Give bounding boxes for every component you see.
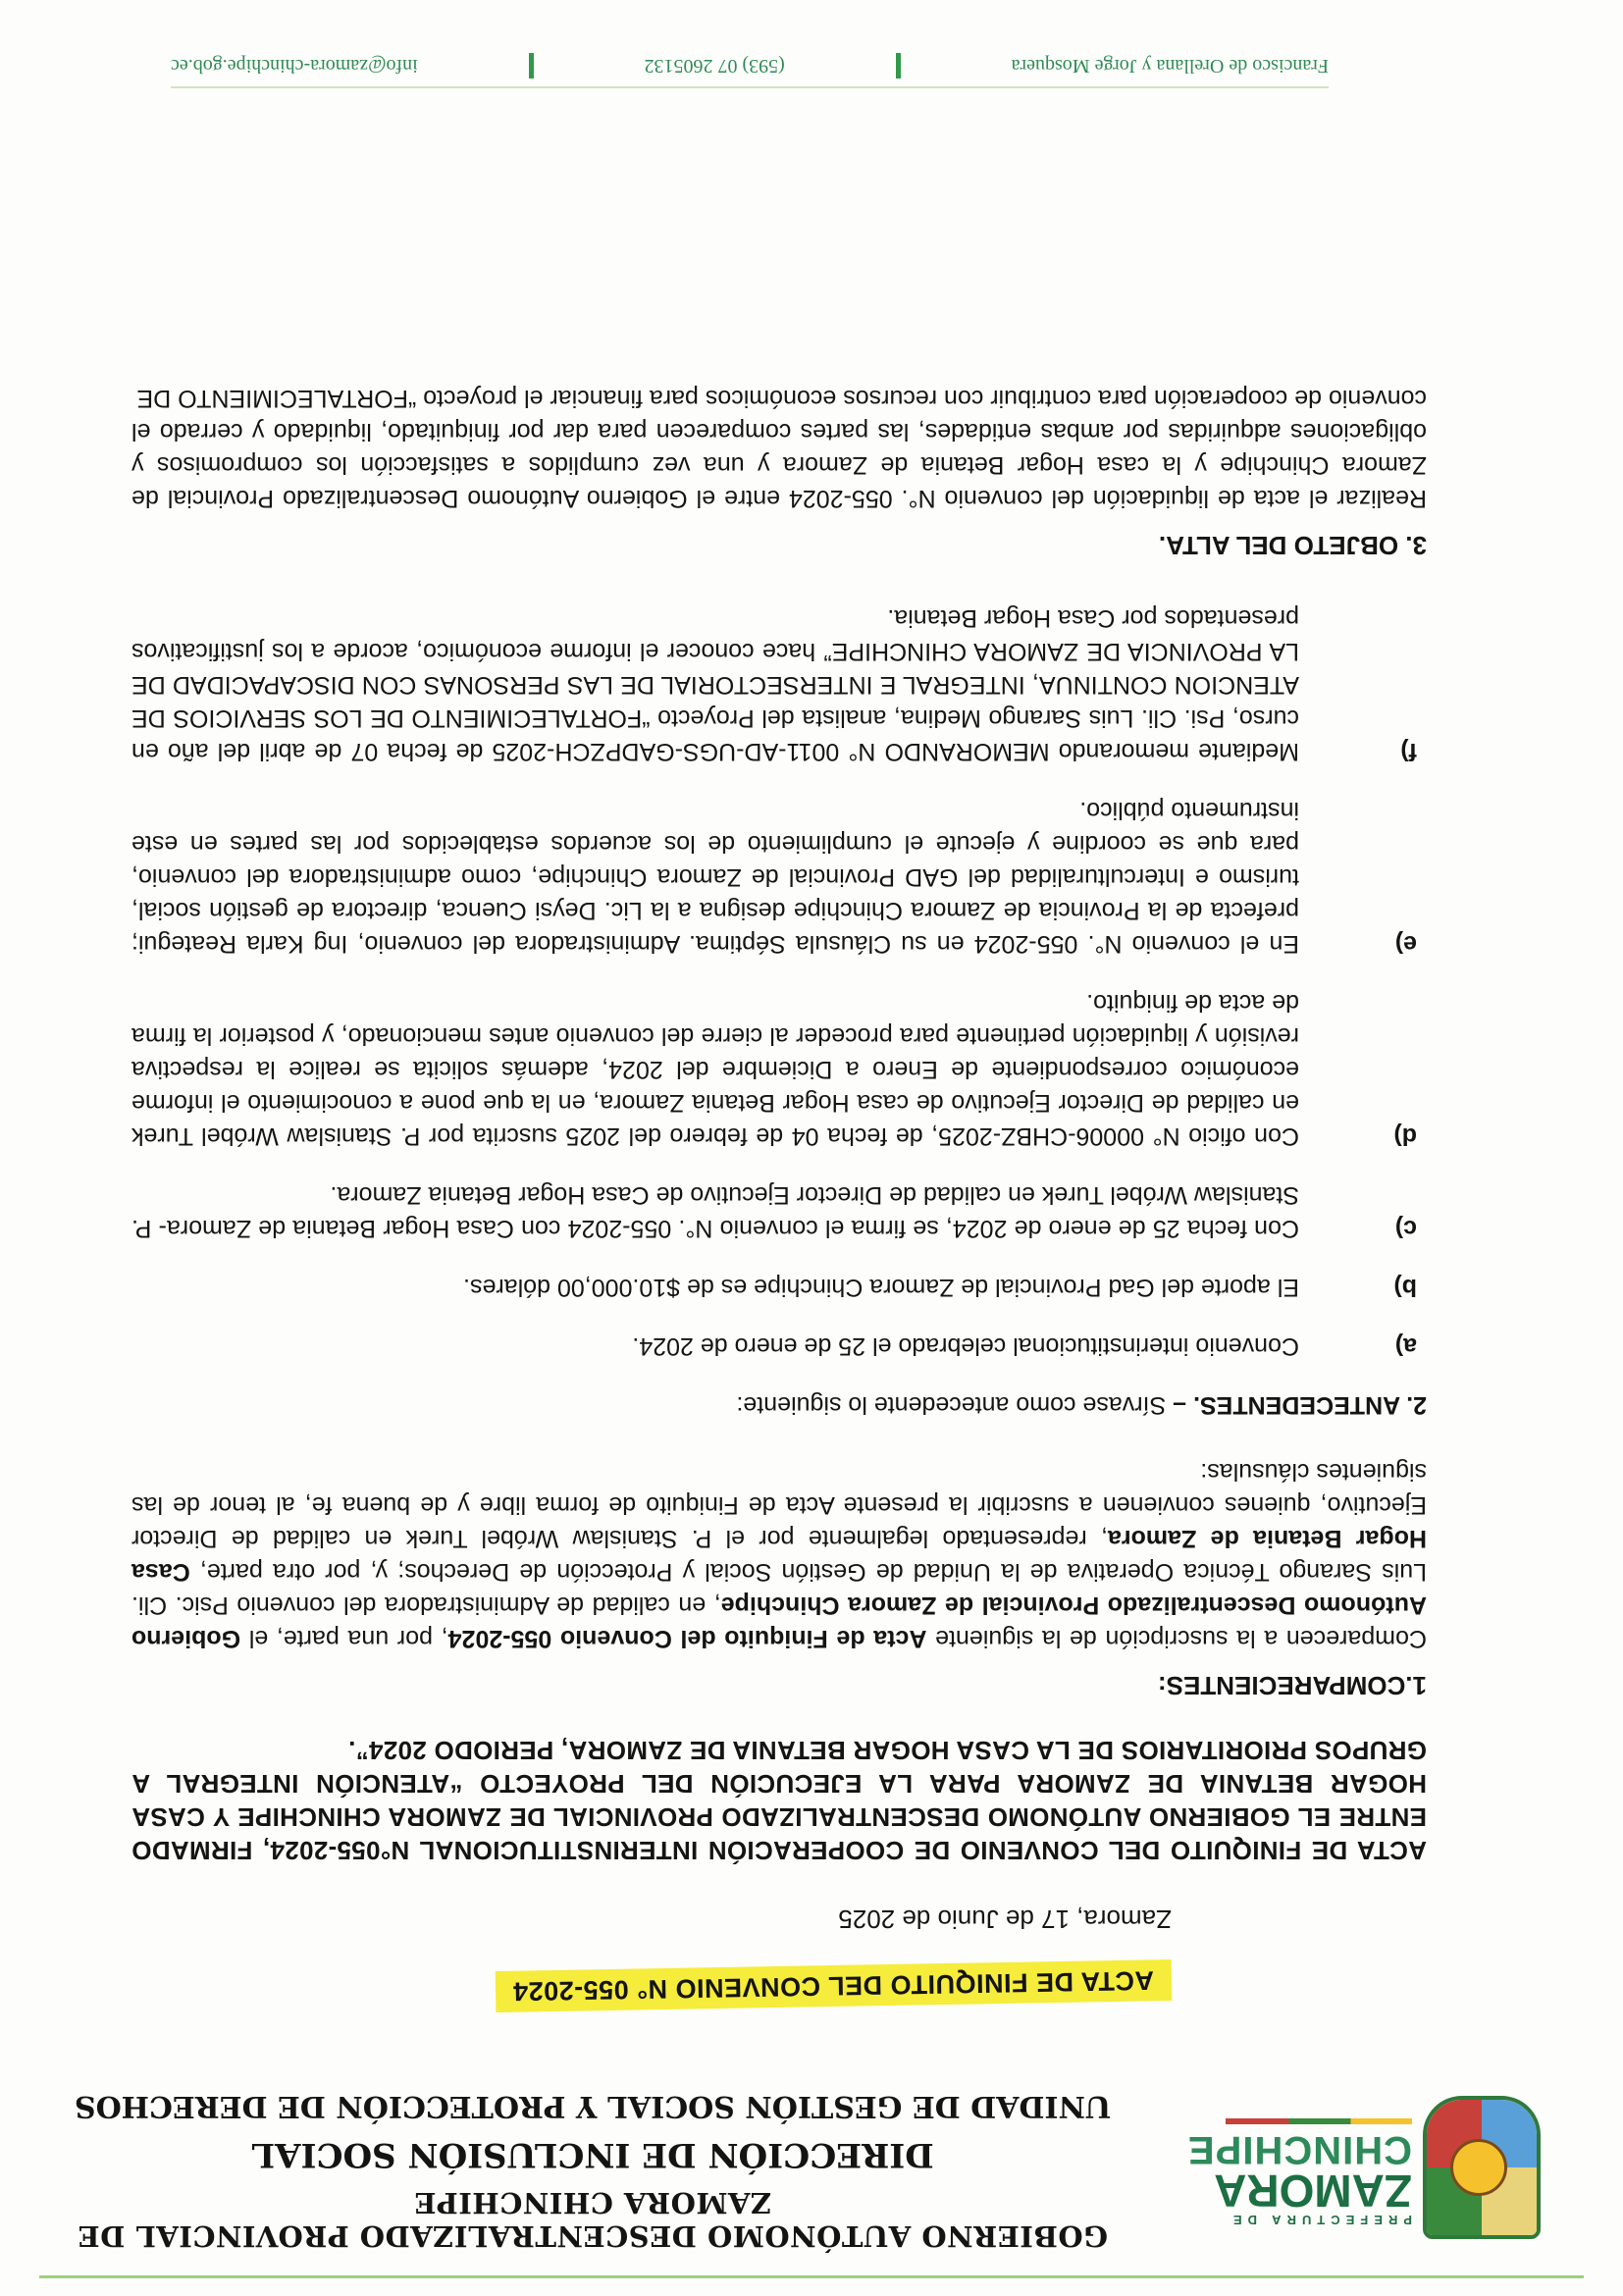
coat-of-arms-icon xyxy=(1423,2096,1541,2239)
section-3-paragraph: Realizar el acta de liquidación del convenio N°. 055-2024 entre el Gobierno Autónomo Descentralizado Provincial de Zamora Chinchipe y la casa Hogar Betania de Zamora y una vez cumplidos a satisfacción los compromisos y obligaciones adquiridas por ambas entidades, las partes comparecen para dar por finiquitado, liquidado y cerrado el convenio de cooperación para contribuir con recursos económicos para financiar el proyecto “FORTALECIMIENTO DE xyxy=(131,385,1427,512)
footer-phone: (593) 07 2605132 xyxy=(644,55,785,78)
letterhead xyxy=(24,2061,1554,2257)
footer-separator xyxy=(529,53,534,78)
highlighted-title: ACTA DE FINIQUITO DEL CONVENIO N° 055-2024 xyxy=(495,1959,1172,2012)
document-body xyxy=(131,382,1427,2007)
footer-address: Francisco de Orellana y Jorge Mosquera xyxy=(1011,55,1329,78)
section-1-paragraph: Comparecen a la suscripción de la siguiente Acta de Finiquito del Convenio 055-2024, por una parte, el Gobierno Autónomo Descentralizado Provincial de Zamora Chinchipe, en calidad de Administradora del convenio Psic. Cli. Luis Sarango Técnica Operativa de la Unidad de Gestión Social y Protección de Derechos; y, por otra parte, Casa Hogar Betania de Zamora, representado legalmente por el P. Stanislaw Wróbel Turek en calidad de Director Ejecutivo, quienes convienen a suscribir la presente Acta de Finiquito de forma libre y de buena fe, al tenor de las siguientes cláusulas: xyxy=(131,1458,1427,1652)
unit-name: UNIDAD DE GESTIÓN SOCIAL Y PROTECCIÓN DE DERECHOS xyxy=(74,2089,1112,2123)
brand-small-text: PREFECTURA DE xyxy=(1227,2213,1412,2227)
brand-chinchipe: CHINCHIPE xyxy=(1186,2128,1412,2171)
section-2-intro: 2. ANTECEDENTES. – Sírvase como antecedente lo siguiente: xyxy=(736,1391,1427,1419)
list-item: b) El aporte del Gad Provincial de Zamora Chinchipe es de $10.000,00 dólares. xyxy=(463,1274,1417,1301)
page-footer xyxy=(171,39,1329,88)
brand-zamora: ZAMORA xyxy=(1214,2166,1412,2217)
list-item: d) Con oficio N° 00006-CHBZ-2025, de fecha 04 de febrero del 2025 suscrita por P. Stanislaw Wróbel Turek en calidad de Director Ejecutivo de casa Hogar Betania Zamora, en la que pone a conocimiento el informe económico correspondiente de Enero a Diciembre del 2024, además solicita se realice la respectiva revisión y liquidación pertinente para proceder al cierre del convenio antes mencionado, y posterior la firma de acta de finiquito. xyxy=(131,989,1417,1150)
footer-rule xyxy=(171,86,1329,88)
footer-separator xyxy=(896,53,901,78)
prefectura-logo xyxy=(1186,2118,1412,2227)
section-1-heading: 1.COMPARECIENTES: xyxy=(1158,1671,1427,1700)
section-3-heading: 3. OBJETO DEL ALTA. xyxy=(1158,531,1427,560)
institution-name: GOBIERNO AUTÓNOMO DESCENTRALIZADO PROVINCIAL DE ZAMORA CHINCHIPE xyxy=(78,2186,1108,2253)
header-rule xyxy=(39,2275,1584,2278)
institution-header xyxy=(24,2089,1162,2257)
section-2-heading: 2. ANTECEDENTES. – xyxy=(1173,1391,1427,1419)
list-item: f) Mediante memorando MEMORANDO N° 0011-AD-UGS-GADPZCH-2025 de fecha 07 de abril del año en curso, Psi. Cli. Luis Sarango Medina, analista del Proyecto “FORTALECIMIENTO DE LOS SERVICIOS DE ATENCION CONTINUA, INTEGRAL E INTERSECTORIAL DE LAS PERSONAS CON DISCAPACIDAD DE LA PROVINCIA DE ZAMORA CHINCHIPE” hace conocer el informe económico, acorde a los justificativos presentados por Casa Hogar Betania. xyxy=(131,604,1417,765)
list-item: e) En el convenio N°. 055-2024 en su Cláusula Séptima. Administradora del convenio, Ing Karla Reategui; prefecta de la Provincia de Zamora Chinchipe designa a la Lic. Deysi Cuenca, directora de gestión social, turismo e Interculturalidad del GAD Provincial de Zamora Chinchipe, como administradora del convenio, para que se coordine y ejecute el cumplimiento de los acuerdos establecidos por las partes en este instrumento público. xyxy=(131,797,1417,958)
list-item: a) Convenio interinstitucional celebrado el 25 de enero de 2024. xyxy=(632,1332,1417,1360)
footer-email: info@zamora-chinchipe.gob.ec xyxy=(171,55,418,78)
antecedents-list xyxy=(131,601,1427,1363)
list-item: c) Con fecha 25 de enero de 2024, se firma el convenio N°. 055-2024 con Casa Hogar Betania de Zamora- P. Stanislaw Wróbel Turek en calidad de Director Ejecutivo de Casa Hogar Betania Zamora. xyxy=(131,1181,1417,1242)
document-date: Zamora, 17 de Junio de 2025 xyxy=(838,1905,1172,1934)
direction-name: DIRECCIÓN DE INCLUSIÓN SOCIAL xyxy=(251,2135,934,2174)
brand-color-bar xyxy=(1226,2118,1412,2124)
main-title: ACTA DE FINIQUITO DEL CONVENIO DE COOPERACIÓN INTERINSTITUCIONAL N°055-2024, FIRMADO ENTRE EL GOBIERNO AUTÓNOMO DESCENTRALIZADO PROVINCIAL DE ZAMORA CHINCHIPE Y CASA HOGAR BETANIA DE ZAMORA PARA LA EJECUCIÓN DEL PROYECTO “ATENCIÓN INTEGRAL A GRUPOS PRIORITARIOS DE LA CASA HOGAR BETANIA DE ZAMORA, PERIODO 2024”. xyxy=(131,1736,1427,1865)
